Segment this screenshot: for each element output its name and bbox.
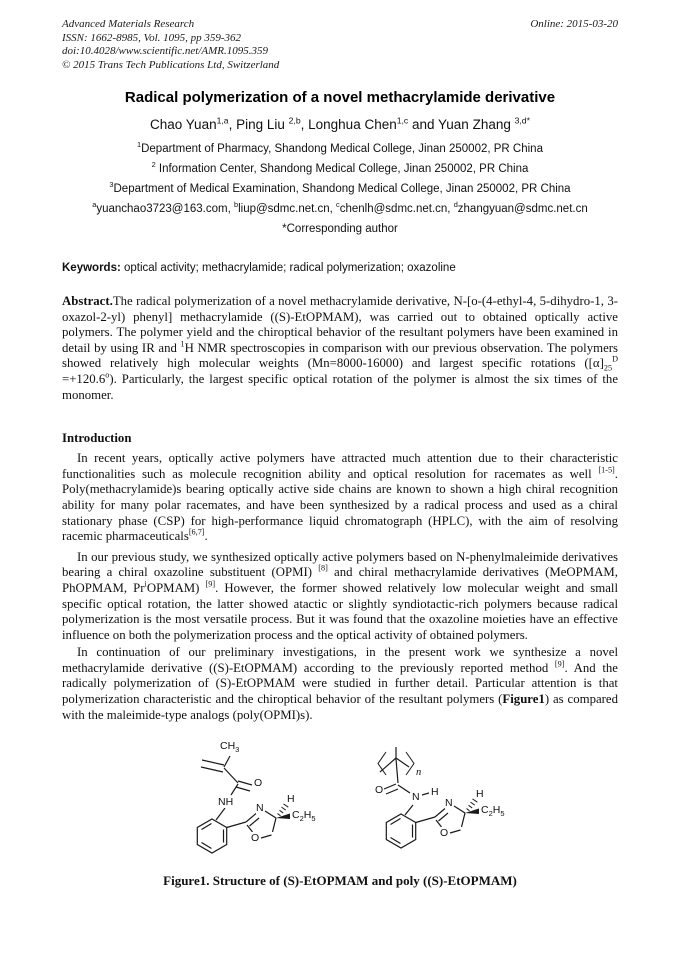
paper-title: Radical polymerization of a novel methacrylamide derivative xyxy=(124,89,556,106)
polymer-amide-n-label: N xyxy=(412,791,420,804)
monomer-ring-o-label: O xyxy=(251,832,260,845)
monomer-amide-nh-label: NH xyxy=(218,796,234,809)
corresponding-author-note: *Corresponding author xyxy=(282,223,398,235)
affiliations-block xyxy=(62,139,618,239)
figure1-caption: Figure1. Structure of (S)-EtOPMAM and poly ((S)-EtOPMAM) xyxy=(163,873,517,889)
author-emails-line: $^a$yuanchao3723@163.com, $^b$liup@sdmc.net.cn, $^c$chenlh@sdmc.net.cn, $^d$zhangyuan@sdmc.net.cn xyxy=(92,200,588,215)
journal-name: Advanced Materials Research xyxy=(62,18,195,30)
monomer-methyl-label: $CH_3$ xyxy=(220,740,240,755)
polymer-stereo-h-label: H xyxy=(476,788,484,801)
introduction-paragraph-2: In our previous study, we synthesized optically active polymers based on N-phenylmaleimide derivatives bearing a chiral oxazoline substituent (OPMI) [8] and chiral methacrylamide derivatives (MeOPMAM, PhOPMAM, Pr$^i$OPMAM) [9]. However, the former showed relatively low molecular weight and small specific optical rotation, the latter showed atactic or slightly syndiotactic-rich polymers because radical polymerization is the most versatile process. But it was found that the oxazoline moieties have an effective influence on both the polymerization process and the optical activity of obtained polymers. xyxy=(62,549,618,642)
polymer-ring-n-label: N xyxy=(445,797,453,810)
monomer-stereo-h-label: H xyxy=(287,793,295,806)
section-heading-introduction: Introduction xyxy=(62,431,132,446)
monomer-ethyl-label: $C_2H_5$ xyxy=(292,809,316,824)
introduction-paragraph-1: In recent years, optically active polymers have attracted much attention due to their characteristic functionalities such as molecule recognition ability and optical resolution for racemates as well [1-5]. Poly(methacrylamide)s bearing optically active side chains are known to shown a high chiral recognition ability for many polar racemates, and have been synthesized by a radical process and used as a chiral stationary phase (CSP) for high-performance liquid chromatograph (HPLC), with the aim of resolving racemic pharmaceuticals[6,7]. xyxy=(62,451,618,544)
affiliation-line-3: $^3$Department of Medical Examination, Shandong Medical College, Jinan 250002, PR China xyxy=(109,180,571,195)
monomer-structure xyxy=(168,740,318,863)
monomer-bond-drawing xyxy=(168,743,318,863)
polymer-structure xyxy=(352,743,512,863)
figure1-structures xyxy=(62,740,618,863)
keywords-line: Keywords: optical activity; methacrylamide; radical polymerization; oxazoline xyxy=(62,262,456,274)
copyright-line: © 2015 Trans Tech Publications Ltd, Switzerland xyxy=(62,58,280,71)
polymer-repeat-n-label: n xyxy=(416,767,422,779)
polymer-carbonyl-o-label: O xyxy=(375,784,384,797)
abstract-paragraph: Abstract.The radical polymerization of a novel methacrylamide derivative, N-[o-(4-ethyl-4, 5-dihydro-1, 3-oxazol-2-yl) phenyl] methacrylamide ((S)-EtOPMAM), was carried out to obtained optically active polymers. The polymer yield and the chiroptical behavior of the resultant polymers have been examined in detail by using IR and $^1$H NMR spectroscopies in comparison with our previous observation. The polymers showed relatively high molecular weights (Mn=8000-16000) and largest specific rotations $([\alpha]_{25}^D =+120.6^o)$. Particularly, the largest specific optical rotation of the polymer is almost the six times of the monomer. xyxy=(62,294,618,402)
issn-volume-line: ISSN: 1662-8985, Vol. 1095, pp 359-362 xyxy=(62,31,242,44)
polymer-ethyl-label: $C_2H_5$ xyxy=(481,804,505,819)
online-date: Online: 2015-03-20 xyxy=(530,18,618,30)
affiliation-line-2: $^2$ Information Center, Shandong Medical College, Jinan 250002, PR China xyxy=(151,160,529,175)
page-header xyxy=(62,18,618,72)
affiliation-line-1: $^1$Department of Pharmacy, Shandong Medical College, Jinan 250002, PR China xyxy=(137,140,543,155)
polymer-bond-drawing xyxy=(352,743,512,863)
journal-info-block xyxy=(62,18,279,72)
polymer-amide-h-label: H xyxy=(431,786,439,799)
polymer-ring-o-label: O xyxy=(440,827,449,840)
doi-line: doi:10.4028/www.scientific.net/AMR.1095.359 xyxy=(62,45,269,57)
introduction-paragraph-3: In continuation of our preliminary investigations, in the present work we synthesize a novel methacrylamide derivative ((S)-EtOPMAM) according to the previously reported method [9]. And the radically polymerization of (S)-EtOPMAM were studied in further detail. Particular attention is that polymerization characteristic and the chiroptical behavior of the resultant polymers (Figure1) as compared with the maleimide-type analogs (poly(OPMI)s). xyxy=(62,645,618,722)
authors-line: Chao Yuan$^{1,a}$, Ping Liu $^{2,b}$, Longhua Chen$^{1,c}$ and Yuan Zhang $^{3,d*}$ xyxy=(150,115,530,132)
monomer-carbonyl-o-label: O xyxy=(254,777,263,790)
monomer-ring-n-label: N xyxy=(256,802,264,815)
